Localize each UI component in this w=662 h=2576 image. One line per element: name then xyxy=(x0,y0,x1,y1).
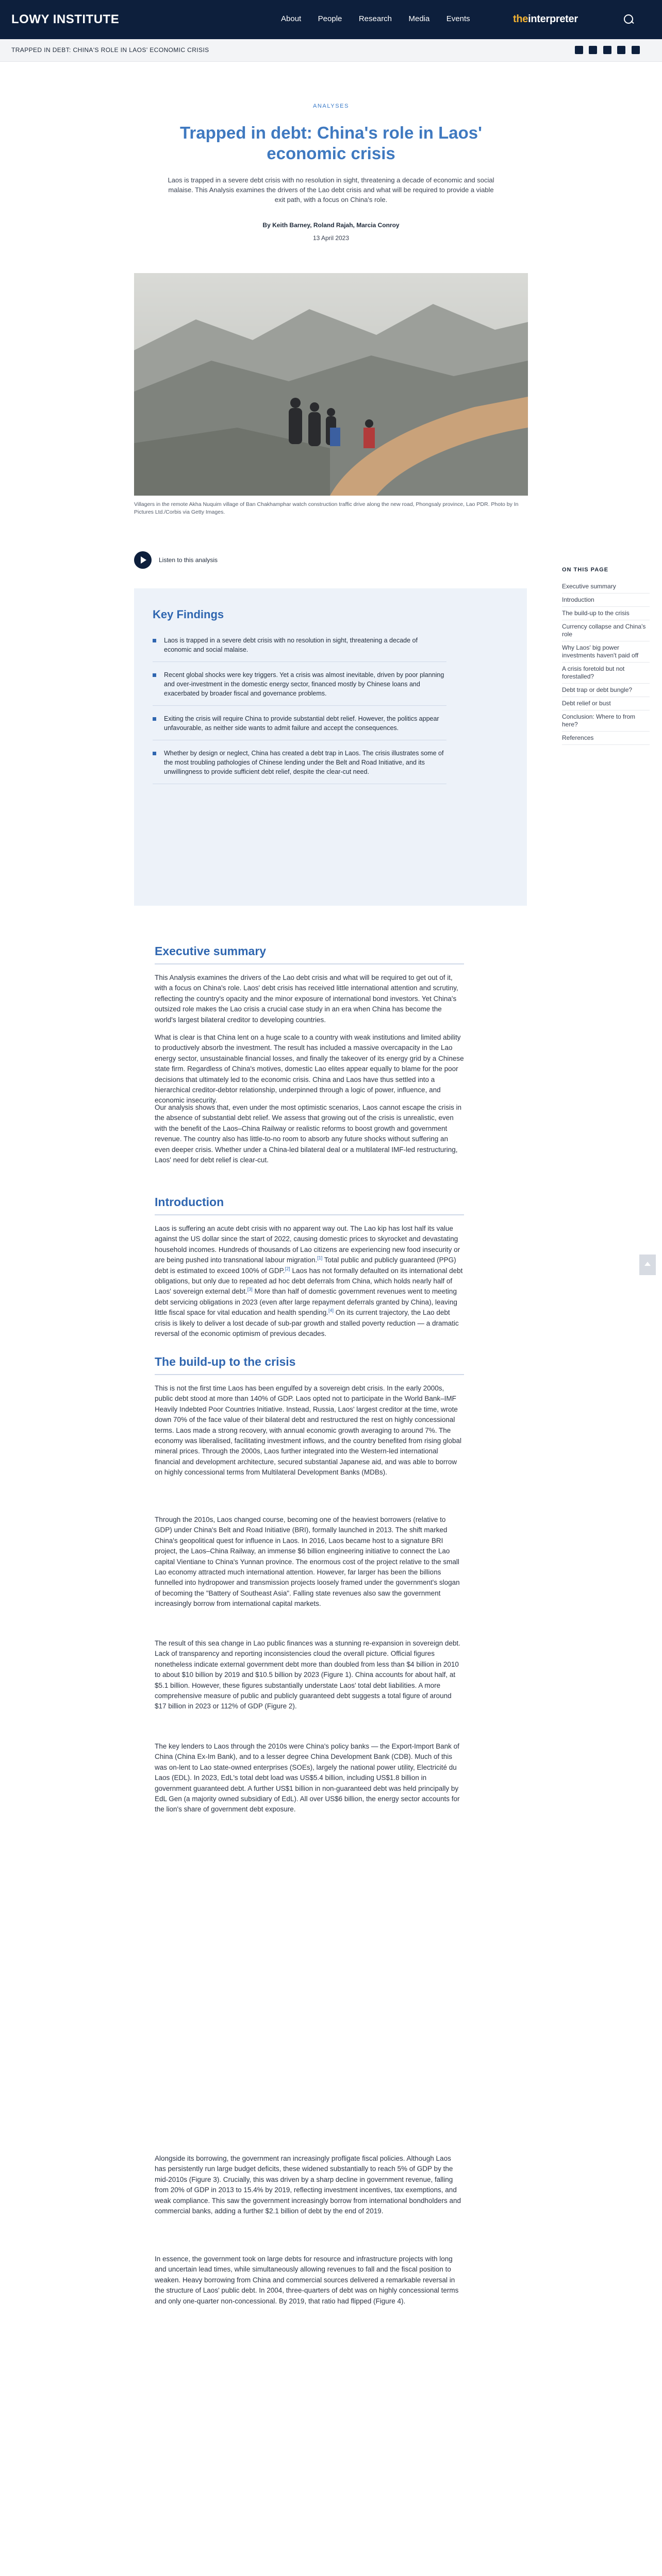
back-to-top-button[interactable] xyxy=(639,1255,656,1275)
buildup-paragraph: The key lenders to Laos through the 2010s were China's policy banks — the Export-Import Bank of China (China Ex-Im Bank), and to a lesser degree China Development Bank (CDB). Much of this was on-lent to Lao state-owned enterprises (SOEs), largely the national power utility, Electricité du Laos (EDL). In 2023, EdL's total debt load was US$5.4 billion, including US$1.8 billion in government guaranteed debt. A further US$1 billion in non-guaranteed debt was held principally by EdL Gen (a majority owned subsidiary of EdL). All over US$6 billion, the energy sector accounts for the lion's share of government debt exposure. xyxy=(155,1742,460,1814)
toc-item-build-up[interactable]: The build-up to the crisis xyxy=(562,607,650,620)
section-divider xyxy=(155,963,464,964)
executive-summary-heading: Executive summary xyxy=(155,944,267,958)
subbar-title: TRAPPED IN DEBT: CHINA'S ROLE IN LAOS' ECONOMIC CRISIS xyxy=(11,46,209,54)
toc-heading: ON THIS PAGE xyxy=(562,567,609,573)
body-paragraph: In essence, the government took on large debts for resource and infrastructure projects with long and uncertain lead times, while simultaneously allowing revenues to fall and the fiscal position to weaken. Heavy borrowing from China and commercial sources delivered a remarkable reversal in the structure of Laos' public debt. In 2004, three-quarters of debt was on highly concessional terms and only one-quarter non-concessional. By 2019, that ratio had flipped (Figure 4). xyxy=(155,2255,459,2305)
key-finding-item: Exiting the crisis will require China to provide substantial debt relief. However, the politics appear unfavourable, as neither side wants to admit failure and accept the consequences. xyxy=(153,714,446,740)
toc-item-references[interactable]: References xyxy=(562,732,650,745)
article-standfirst: Laos is trapped in a severe debt crisis with no resolution in sight, threatening a decade of economic and social malaise. This Analysis examines the drivers of the Lao debt crisis and what will be required to provide a viable exit path, with a focus on China's role. xyxy=(168,176,494,204)
section-divider xyxy=(155,1374,464,1375)
article-date: 13 April 2023 xyxy=(312,234,350,242)
exec-paragraph: What is clear is that China lent on a huge scale to a country with weak institutions and limited ability to productively absorb the investment. The result has included a massive overcapacity in the Lao energy sector, unsustainable financial losses, and finally the takeover of its energy grid by a Chinese state firm. Regardless of China's motives, domestic Lao elites appear equally to blame for the poor decisions that ultimately led to the economic crisis. China and Laos have thus settled into a hierarchical creditor-debtor relationship, underpinned through a logic of power, influence, and economic insecurity. xyxy=(155,1033,464,1105)
search-icon[interactable] xyxy=(614,11,641,28)
linkedin-icon[interactable] xyxy=(603,46,611,54)
toc-item-power-investments[interactable]: Why Laos' big power investments haven't paid off xyxy=(562,641,650,663)
key-finding-item: Whether by design or neglect, China has created a debt trap in Laos. The crisis illustrates some of the most troubling pathologies of Chinese lending under the Belt and Road Initiative, and its unwillingness to provide sufficient debt relief, despite the clear-cut need. xyxy=(153,749,446,784)
toc-item-crisis-foretold[interactable]: A crisis foretold but not forestalled? xyxy=(562,663,650,684)
lowy-institute-logo[interactable]: LOWY INSTITUTE xyxy=(11,12,120,26)
section-divider xyxy=(155,1214,464,1215)
hero-caption: Villagers in the remote Akha Nuquim village of Ban Chakhamphar watch construction traffic drive along the new road, Phongsaly province, Lao PDR. Photo by In Pictures Ltd./Corbis via Getty Images. xyxy=(134,501,519,515)
toc-item-currency-collapse[interactable]: Currency collapse and China's role xyxy=(562,620,650,641)
facebook-icon[interactable] xyxy=(589,46,597,54)
toc-item-conclusion[interactable]: Conclusion: Where to from here? xyxy=(562,710,650,732)
share-buttons xyxy=(571,46,640,57)
hero-image xyxy=(134,273,528,496)
key-finding-item: Recent global shocks were key triggers. Yet a crisis was almost inevitable, driven by poor planning and over-investment in the domestic energy sector, financed mostly by Chinese loans and exacerbated by broader fiscal and governance problems. xyxy=(153,670,446,706)
buildup-paragraph: This is not the first time Laos has been engulfed by a sovereign debt crisis. In the early 2000s, public debt stood at more than 140% of GDP. Laos opted not to participate in the World Bank–IMF Heavily Indebted Poor Countries Initiative. Instead, Russia, Laos' largest creditor at the time, wrote down 70% of the face value of their bilateral debt and restructured the rest on highly concessional terms. Laos made a strong recovery, with annual economic growth averaging to around 7%. The economy was liberalised, facilitating investment inflows, and the country benefited from rising global mineral prices. Through the 2000s, Laos further integrated into the Western-led international financial and development architecture, secured substantial Japanese aid, and was able to borrow on highly concessional terms from Multilateral Development Banks (MDBs). xyxy=(155,1384,462,1477)
exec-paragraph: Our analysis shows that, even under the most optimistic scenarios, Laos cannot escape the crisis in the absence of substantial debt relief. We assess that growing out of the crisis is unrealistic, even with the benefit of the Laos–China Railway or realistic reforms to boost growth and government revenue. The country also has little-to-no room to absorb any future shocks without suffering an even deeper crisis. Whether under a China-led bilateral deal or a multilateral IMF-led restructuring, Laos' need for debt relief is clear-cut. xyxy=(155,1104,462,1164)
toc-item-executive-summary[interactable]: Executive summary xyxy=(562,580,650,594)
key-findings-box xyxy=(134,588,527,906)
the-interpreter-link[interactable]: theinterpreter xyxy=(513,13,578,25)
introduction-heading: Introduction xyxy=(155,1195,224,1209)
buildup-paragraph: Through the 2010s, Laos changed course, becoming one of the heaviest borrowers (relative to GDP) under China's Belt and Road Initiative (BRI), formally launched in 2013. The shift marked China's geopolitical quest for influence in Laos. In 2016, Laos became host to a signature BRI project, the Laos–China Railway, an immense $6 billion engineering initiative to connect the Lao capital Vientiane to China's Yunnan province. The enormous cost of the project relative to the small Lao economy attracted much international attention. However, far larger has been the billions funnelled into hydropower and transmission projects loosely framed under the government's slogan of becoming the "Battery of Southeast Asia". Falling state revenues also saw the government increasingly borrow from international capital markets. xyxy=(155,1516,460,1608)
exec-paragraph: This Analysis examines the drivers of the Lao debt crisis and what will be required to get out of it, with a focus on China's role. Laos' debt crisis has received little international attention and scrutiny, reflecting the country's opacity and the minor exposure of international bond investors. Yet China's outsized role makes the Lao crisis a crucial case study in an era when China has become the world's largest bilateral creditor to developing countries. xyxy=(155,974,458,1024)
key-finding-item: Laos is trapped in a severe debt crisis with no resolution in sight, threatening a decade of economic and social malaise. xyxy=(153,636,446,662)
toc-item-debt-relief[interactable]: Debt relief or bust xyxy=(562,697,650,710)
nav-research[interactable]: Research xyxy=(358,14,392,23)
buildup-paragraph: The result of this sea change in Lao public finances was a stunning re-expansion in sovereign debt. Lack of transparency and reporting inconsistencies cloud the overall picture. Official figures nonetheless indicate external government debt more than doubled from less than $4 billion in 2010 to about $10 billion by 2019 and $10.5 billion by 2023 (Figure 1). China accounts for about half, at $5.1 billion. However, these figures substantially understate Laos' total debt liabilities. A more comprehensive measure of public and publicly guaranteed debt suggests a total figure of around $17 billion in 2023 or 112% of GDP (Figure 2). xyxy=(155,1639,460,1710)
email-icon[interactable] xyxy=(617,46,625,54)
key-findings-list xyxy=(153,636,446,792)
nav-media[interactable]: Media xyxy=(408,14,430,23)
hero-photo-illustration xyxy=(134,273,528,496)
nav-people[interactable]: People xyxy=(318,14,342,23)
main-nav-links xyxy=(281,14,485,24)
build-up-heading: The build-up to the crisis xyxy=(155,1355,296,1368)
twitter-icon[interactable] xyxy=(575,46,583,54)
nav-about[interactable]: About xyxy=(281,14,302,23)
nav-events[interactable]: Events xyxy=(446,14,470,23)
article-kicker[interactable]: ANALYSES xyxy=(312,103,350,109)
key-findings-heading: Key Findings xyxy=(153,608,224,621)
listen-label[interactable]: Listen to this analysis xyxy=(159,556,218,564)
article-authors[interactable]: By Keith Barney, Roland Rajah, Marcia Conroy xyxy=(262,222,400,229)
print-icon[interactable] xyxy=(632,46,640,54)
toc-item-debt-trap[interactable]: Debt trap or debt bungle? xyxy=(562,684,650,697)
toc-item-introduction[interactable]: Introduction xyxy=(562,594,650,607)
on-this-page-nav xyxy=(562,567,650,745)
play-icon[interactable] xyxy=(134,551,152,569)
body-paragraph: Alongside its borrowing, the government ran increasingly profligate fiscal policies. Although Laos has persistently run large budget deficits, these widened substantially to reach 5% of GDP by the mid-2010s (Figure 3). Crucially, this was driven by a sharp decline in government revenue, falling from 20% of GDP in 2013 to 15.4% by 2019, reflecting investment incentives, tax exemptions, and weak compliance. This saw the government increasingly borrow from international bondholders and commercial banks, adding a further $2.1 billion of debt by the end of 2019. xyxy=(155,2155,461,2215)
page-title: Trapped in debt: China's role in Laos' economic crisis xyxy=(180,123,482,163)
top-navigation xyxy=(0,0,662,39)
article-subbar xyxy=(0,39,662,62)
intro-paragraph: Laos is suffering an acute debt crisis with no apparent way out. The Lao kip has lost half its value against the US dollar since the start of 2022, causing domestic prices to skyrocket and devastating household incomes. Hundreds of thousands of Lao citizens are experiencing new food insecurity or are being pushed into transnational labour migration.[1] Total public and publicly guaranteed (PPG) debt is estimated to exceed 100% of GDP.[2] Laos has not formally defaulted on its international debt obligations, but only due to repeated ad hoc debt deferrals from China, which holds nearly half of Laos' sovereign external debt.[3] More than half of domestic government revenues went to meeting debt servicing obligations in 2023 (even after large repayment deferrals granted by China), leaving little fiscal space for vital education and health spending.[4] On its current trajectory, the Lao debt crisis is likely to deliver a lost decade of sub-par growth and stalled poverty reduction — a dramatic reversal of the economic optimism of previous decades. xyxy=(155,1225,463,1338)
